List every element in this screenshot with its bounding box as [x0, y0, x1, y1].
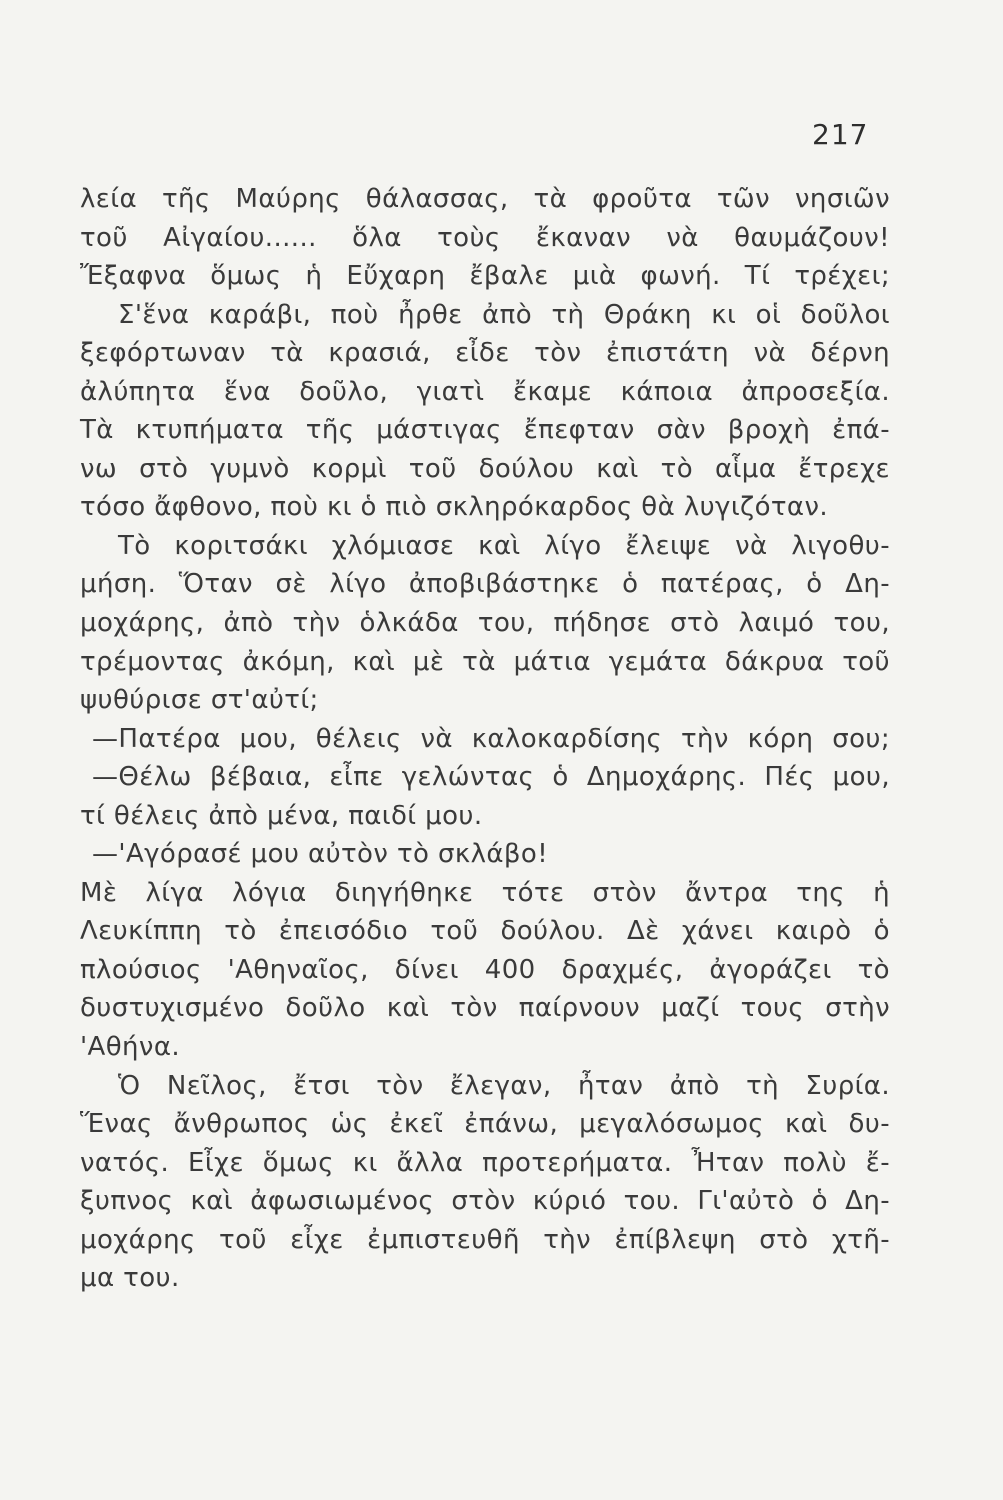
text-line: τί θέλεις ἀπὸ μένα, παιδί μου. — [80, 800, 483, 831]
text-line: μα του. — [80, 1263, 180, 1294]
text-line: τοῦ Αἰγαίου...... ὅλα τοὺς ἔκαναν νὰ θαυμάζουν! — [80, 222, 890, 253]
text-line: νω στὸ γυμνὸ κορμὶ τοῦ δούλου καὶ τὸ αἷμα ἔτρεχε — [80, 453, 890, 484]
text-line: Μὲ λίγα λόγια διηγήθηκε τότε στὸν ἄντρα της ἡ — [80, 877, 890, 908]
text-line: πλούσιος 'Αθηναῖος, δίνει 400 δραχμές, ἀγοράζει τὸ — [80, 954, 890, 985]
text-line: ξυπνος καὶ ἀφωσιωμένος στὸν κύριό του. Γι'αὐτὸ ὁ Δη- — [80, 1186, 890, 1217]
text-line: Ὁ Νεῖλος, ἔτσι τὸν ἔλεγαν, ἦταν ἀπὸ τὴ Συρία. — [118, 1070, 890, 1101]
text-line: ψυθύρισε στ'αὐτί; — [80, 685, 319, 716]
text-line: Τὸ κοριτσάκι χλόμιασε καὶ λίγο ἔλειψε νὰ λιγοθυ- — [118, 530, 890, 561]
text-line: τόσο ἄφθονο, ποὺ κι ὁ πιὸ σκληρόκαρδος θὰ λυγιζόταν. — [80, 492, 829, 523]
text-line: μοχάρης τοῦ εἶχε ἐμπιστευθῆ τὴν ἐπίβλεψη στὸ χτῆ- — [80, 1224, 890, 1255]
text-line: —Θέλω βέβαια, εἶπε γελώντας ὁ Δημοχάρης. Πές μου, — [92, 762, 890, 793]
text-line: λεία τῆς Μαύρης θάλασσας, τὰ φροῦτα τῶν νησιῶν — [80, 184, 890, 214]
text-line: —'Αγόρασέ μου αὐτὸν τὸ σκλάβο! — [92, 839, 549, 870]
text-line: μοχάρης, ἀπὸ τὴν ὁλκάδα του, πήδησε στὸ λαιμό του, — [80, 608, 890, 639]
text-line: Ἕνας ἄνθρωπος ὡς ἐκεῖ ἐπάνω, μεγαλόσωμος καὶ δυ- — [80, 1109, 890, 1140]
text-line: Ἔξαφνα ὅμως ἡ Εὔχαρη ἔβαλε μιὰ φωνή. Τί τρέχει; — [80, 261, 890, 292]
text-line: ξεφόρτωναν τὰ κρασιά, εἶδε τὸν ἐπιστάτη νὰ δέρνη — [80, 338, 890, 369]
text-line: Λευκίππη τὸ ἐπεισόδιο τοῦ δούλου. Δὲ χάνει καιρὸ ὁ — [80, 916, 890, 947]
text-line: —Πατέρα μου, θέλεις νὰ καλοκαρδίσης τὴν κόρη σου; — [92, 723, 890, 754]
text-line: Τὰ κτυπήματα τῆς μάστιγας ἔπεφταν σὰν βροχὴ ἐπά- — [80, 415, 890, 446]
text-line: τρέμοντας ἀκόμη, καὶ μὲ τὰ μάτια γεμάτα δάκρυα τοῦ — [80, 646, 890, 677]
text-line: μήση. Ὅταν σὲ λίγο ἀποβιβάστηκε ὁ πατέρας, ὁ Δη- — [80, 569, 890, 600]
text-line: 'Αθήνα. — [80, 1032, 181, 1063]
body-text — [80, 180, 890, 1298]
page-number: 217 — [812, 118, 869, 151]
text-line: νατός. Εἶχε ὅμως κι ἄλλα προτερήματα. Ἦταν πολὺ ἔ- — [80, 1147, 890, 1178]
text-line: δυστυχισμένο δοῦλο καὶ τὸν παίρνουν μαζί τους στὴν — [80, 993, 890, 1024]
text-line: ἀλύπητα ἕνα δοῦλο, γιατὶ ἔκαμε κάποια ἀπροσεξία. — [80, 376, 890, 407]
text-line: Σ'ἕνα καράβι, ποὺ ἦρθε ἀπὸ τὴ Θράκη κι οἱ δοῦλοι — [118, 299, 890, 330]
